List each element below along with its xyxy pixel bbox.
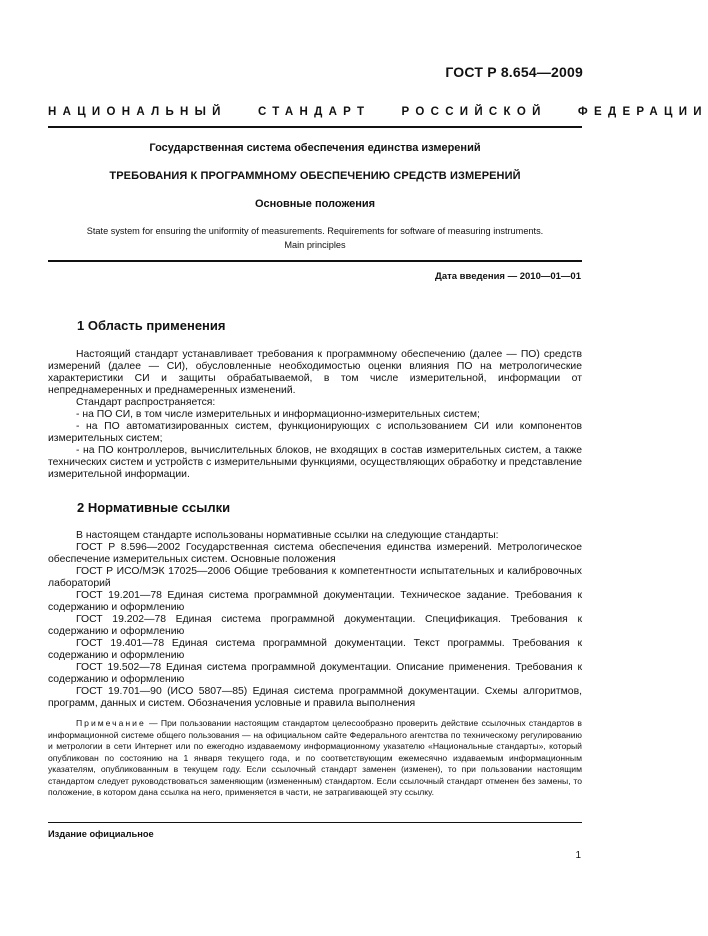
list-item: - на ПО автоматизированных систем, функционирующих с использованием СИ или компонентов измерительных систем; [48, 421, 582, 444]
reference-item: ГОСТ Р 8.596—2002 Государственная система обеспечения единства измерений. Метрологическое обеспечение измерительных систем. Основные положения [48, 542, 582, 565]
note-block [48, 718, 582, 799]
reference-item: ГОСТ 19.701—90 (ИСО 5807—85) Единая система программной документации. Схемы алгоритмов, программ, данных и систем. Обозначения условные и правила выполнения [48, 686, 582, 709]
introduction-date: Дата введения — 2010—01—01 [435, 271, 581, 282]
section-2-heading: 2 Нормативные ссылки [77, 500, 231, 515]
paragraph: Настоящий стандарт устанавливает требования к программному обеспечению (далее — ПО) средств измерений (далее — СИ), обусловленные необходимостью оценки влияния ПО на метрологические характеристики СИ и защиты обрабатываемой, в том числе измерительной, информации от непреднамеренных и преднамеренных изменений. [48, 349, 582, 396]
reference-item: ГОСТ Р ИСО/МЭК 17025—2006 Общие требования к компетентности испытательных и калибровочных лабораторий [48, 566, 582, 589]
national-standard-banner [48, 106, 708, 118]
system-title: Государственная система обеспечения единства измерений [149, 142, 481, 154]
english-title [48, 224, 582, 252]
section-1-body [48, 349, 582, 481]
reference-item: ГОСТ 19.502—78 Единая система программной документации. Описание применения. Требования к содержанию и оформлению [48, 662, 582, 685]
section-1-heading: 1 Область применения [77, 318, 226, 333]
banner-word: НАЦИОНАЛЬНЫЙ [48, 106, 227, 118]
section-2-body [48, 530, 582, 710]
banner-word: ФЕДЕРАЦИИ [577, 106, 708, 118]
page-number: 1 [575, 850, 581, 861]
reference-item: ГОСТ 19.202—78 Единая система программной документации. Спецификация. Требования к содержанию и оформлению [48, 614, 582, 637]
banner-word: РОССИЙСКОЙ [401, 106, 547, 118]
top-divider [48, 126, 582, 128]
paragraph: Стандарт распространяется: [76, 397, 216, 408]
paragraph: В настоящем стандарте использованы нормативные ссылки на следующие стандарты: [76, 530, 499, 541]
note-text: — При пользовании настоящим стандартом целесообразно проверить действие ссылочных стандартов в информационной системе общего пользования — на официальном сайте Федерального агентства по техническому регулированию и метрологии в сети Интернет или по ежегодно издаваемому информационному указателю «Национальные стандарты», который опубликован по состоянию на 1 января текущего года, и по соответствующим ежемесячно издаваемым информационным указателям, опубликованным в текущем году. Если ссылочный стандарт заменен (изменен), то при пользовании настоящим стандартом следует руководствоваться заменяющим (измененным) стандартом. Если ссылочный стандарт отменен без замены, то положение, в котором дана ссылка на него, применяется в части, не затрагивающей эту ссылку. [48, 718, 582, 797]
reference-item: ГОСТ 19.401—78 Единая система программной документации. Текст программы. Требования к содержанию и оформлению [48, 638, 582, 661]
note-label: Примечание [76, 718, 146, 728]
main-title: ТРЕБОВАНИЯ К ПРОГРАММНОМУ ОБЕСПЕЧЕНИЮ СРЕДСТВ ИЗМЕРЕНИЙ [109, 170, 521, 182]
reference-item: ГОСТ 19.201—78 Единая система программной документации. Техническое задание. Требования к содержанию и оформлению [48, 590, 582, 613]
title-divider [48, 260, 582, 262]
subtitle: Основные положения [254, 198, 376, 210]
document-code: ГОСТ Р 8.654—2009 [445, 64, 583, 80]
list-item: - на ПО СИ, в том числе измерительных и информационно-измерительных систем; [76, 409, 480, 420]
english-title-line: State system for ensuring the uniformity of measurements. Requirements for software of measuring instruments. [86, 226, 544, 236]
english-title-line: Main principles [284, 240, 346, 250]
edition-label: Издание официальное [48, 829, 154, 839]
banner-word: СТАНДАРТ [257, 106, 371, 118]
footer-divider [48, 822, 582, 823]
list-item: - на ПО контроллеров, вычислительных блоков, не входящих в состав измерительных систем, а также технических систем и устройств с измерительными функциями, осуществляющих обработку и представление измерительной информации. [48, 445, 582, 480]
